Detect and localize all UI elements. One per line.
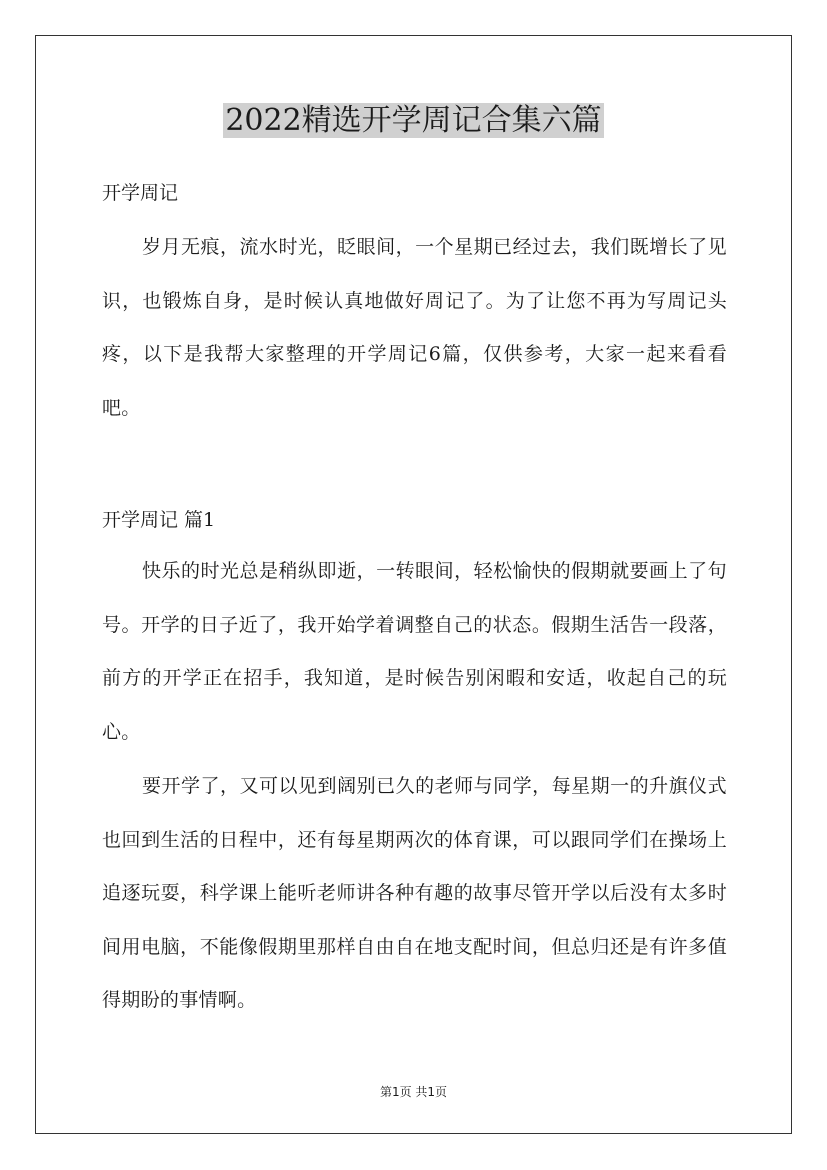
document-title-text: 2022精选开学周记合集六篇 xyxy=(225,103,602,138)
page-footer: 第1页 共1页 xyxy=(379,1085,448,1099)
intro-paragraph: 岁月无痕，流水时光，眨眼间，一个星期已经过去，我们既增长了见识，也锻炼自身，是时候认真地做好周记了。为了让您不再为写周记头疼，以下是我帮大家整理的开学周记6篇，仅供参考，大家一起来看看吧。 xyxy=(102,236,727,419)
section1-paragraph-1: 快乐的时光总是稍纵即逝，一转眼间，轻松愉快的假期就要画上了句号。开学的日子近了，我开始学着调整自己的状态。假期生活告一段落，前方的开学正在招手，我知道，是时候告别闲暇和安适，收起自己的玩心。 xyxy=(102,560,727,743)
intro-heading: 开学周记 xyxy=(102,182,179,204)
document-title xyxy=(0,98,827,144)
section1-paragraph-2: 要开学了，又可以见到阔别已久的老师与同学，每星期一的升旗仪式也回到生活的日程中，还有每星期两次的体育课，可以跟同学们在操场上追逐玩耍，科学课上能听老师讲各种有趣的故事尽管开学以后没有太多时间用电脑，不能像假期里那样自由自在地支配时间，但总归还是有许多值得期盼的事情啊。 xyxy=(102,775,727,1012)
section1-heading: 开学周记 篇1 xyxy=(102,509,216,531)
